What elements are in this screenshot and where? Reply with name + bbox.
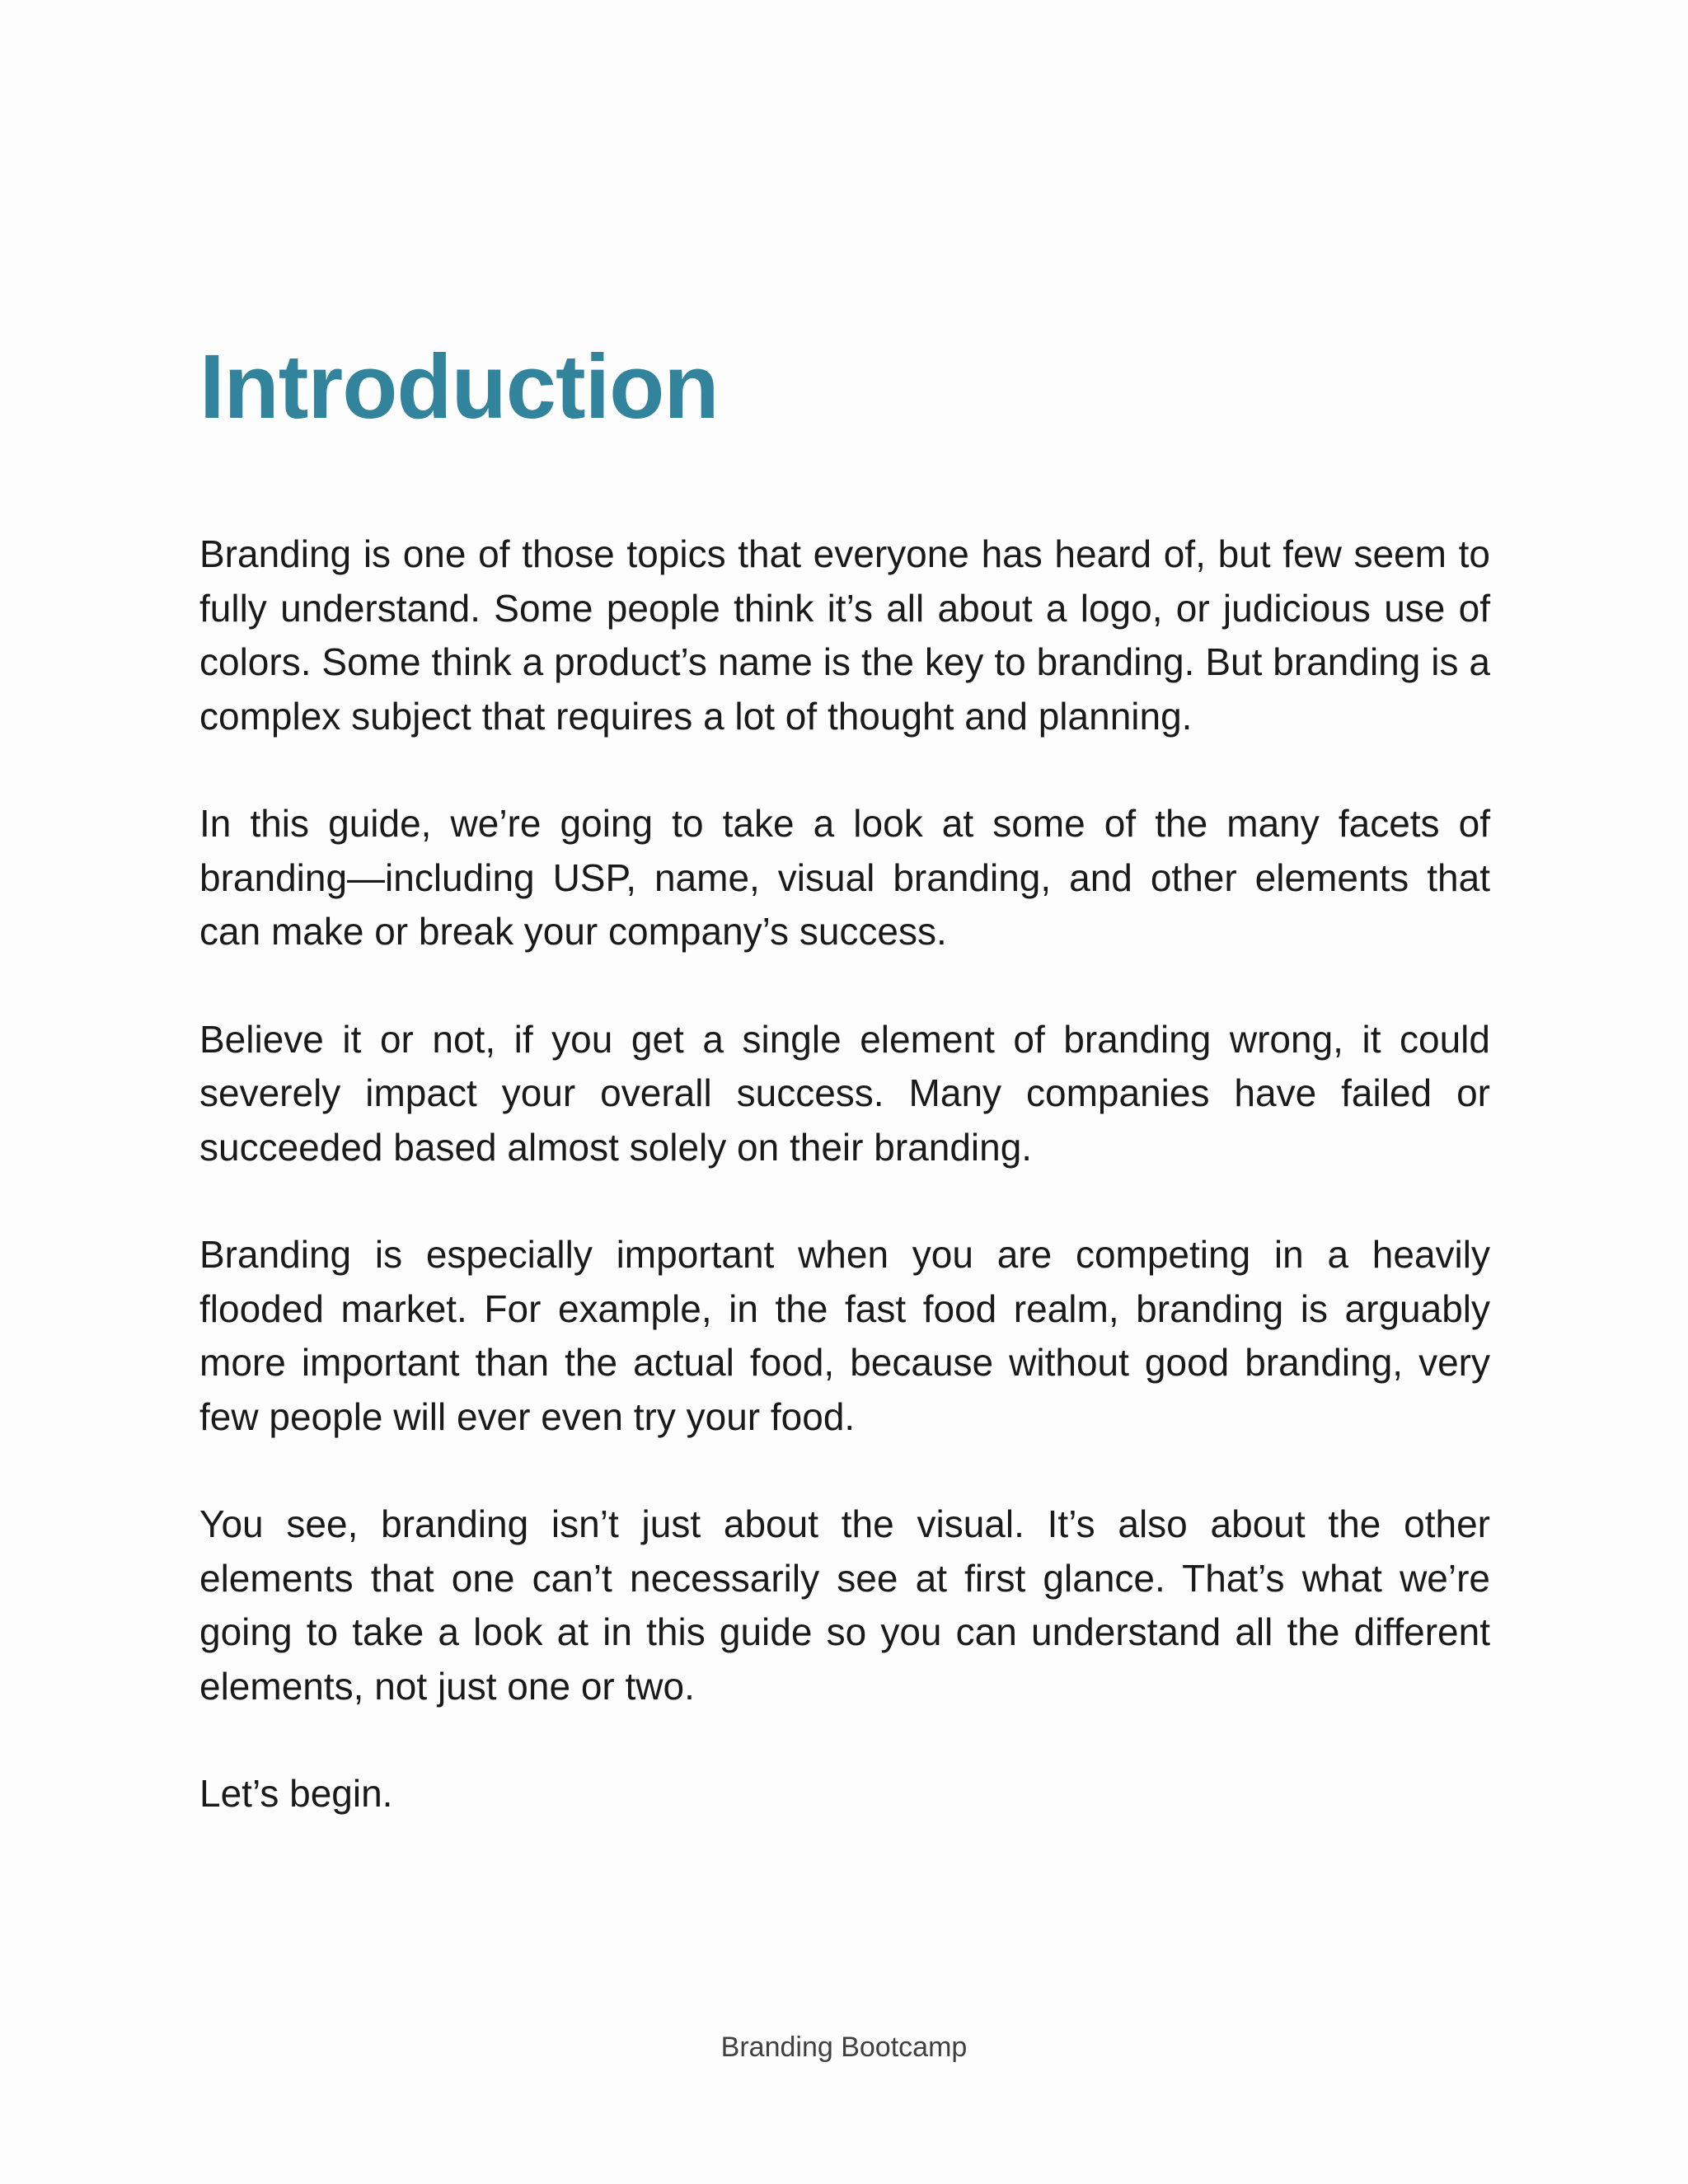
paragraph-2: In this guide, we’re going to take a look at some of the many facets of branding—including USP, name, visual branding, and other elements that can make or break your company’s success. [199, 802, 1490, 953]
body-text [199, 527, 1490, 1821]
page-title: Introduction [199, 336, 719, 438]
paragraph-3: Believe it or not, if you get a single element of branding wrong, it could severely impact your overall success. Many companies have failed or succeeded based almost solely on their branding. [199, 1017, 1490, 1169]
paragraph-5: You see, branding isn’t just about the visual. It’s also about the other elements that one can’t necessarily see at first glance. That’s what we’re going to take a look at in this guide so you can understand all the different elements, not just one or two. [199, 1502, 1490, 1708]
paragraph-6: Let’s begin. [199, 1772, 393, 1815]
page-footer: Branding Bootcamp [720, 2032, 968, 2063]
paragraph-4: Branding is especially important when you are competing in a heavily flooded market. For example, in the fast food realm, branding is arguably more important than the actual food, because without good branding, very few people will ever even try your food. [199, 1233, 1490, 1438]
paragraph-1: Branding is one of those topics that everyone has heard of, but few seem to fully understand. Some people think it’s all about a logo, or judicious use of colors. Some think a product’s name is the key to branding. But branding is a complex subject that requires a lot of thought and planning. [199, 532, 1490, 738]
page-content [199, 330, 1490, 1821]
